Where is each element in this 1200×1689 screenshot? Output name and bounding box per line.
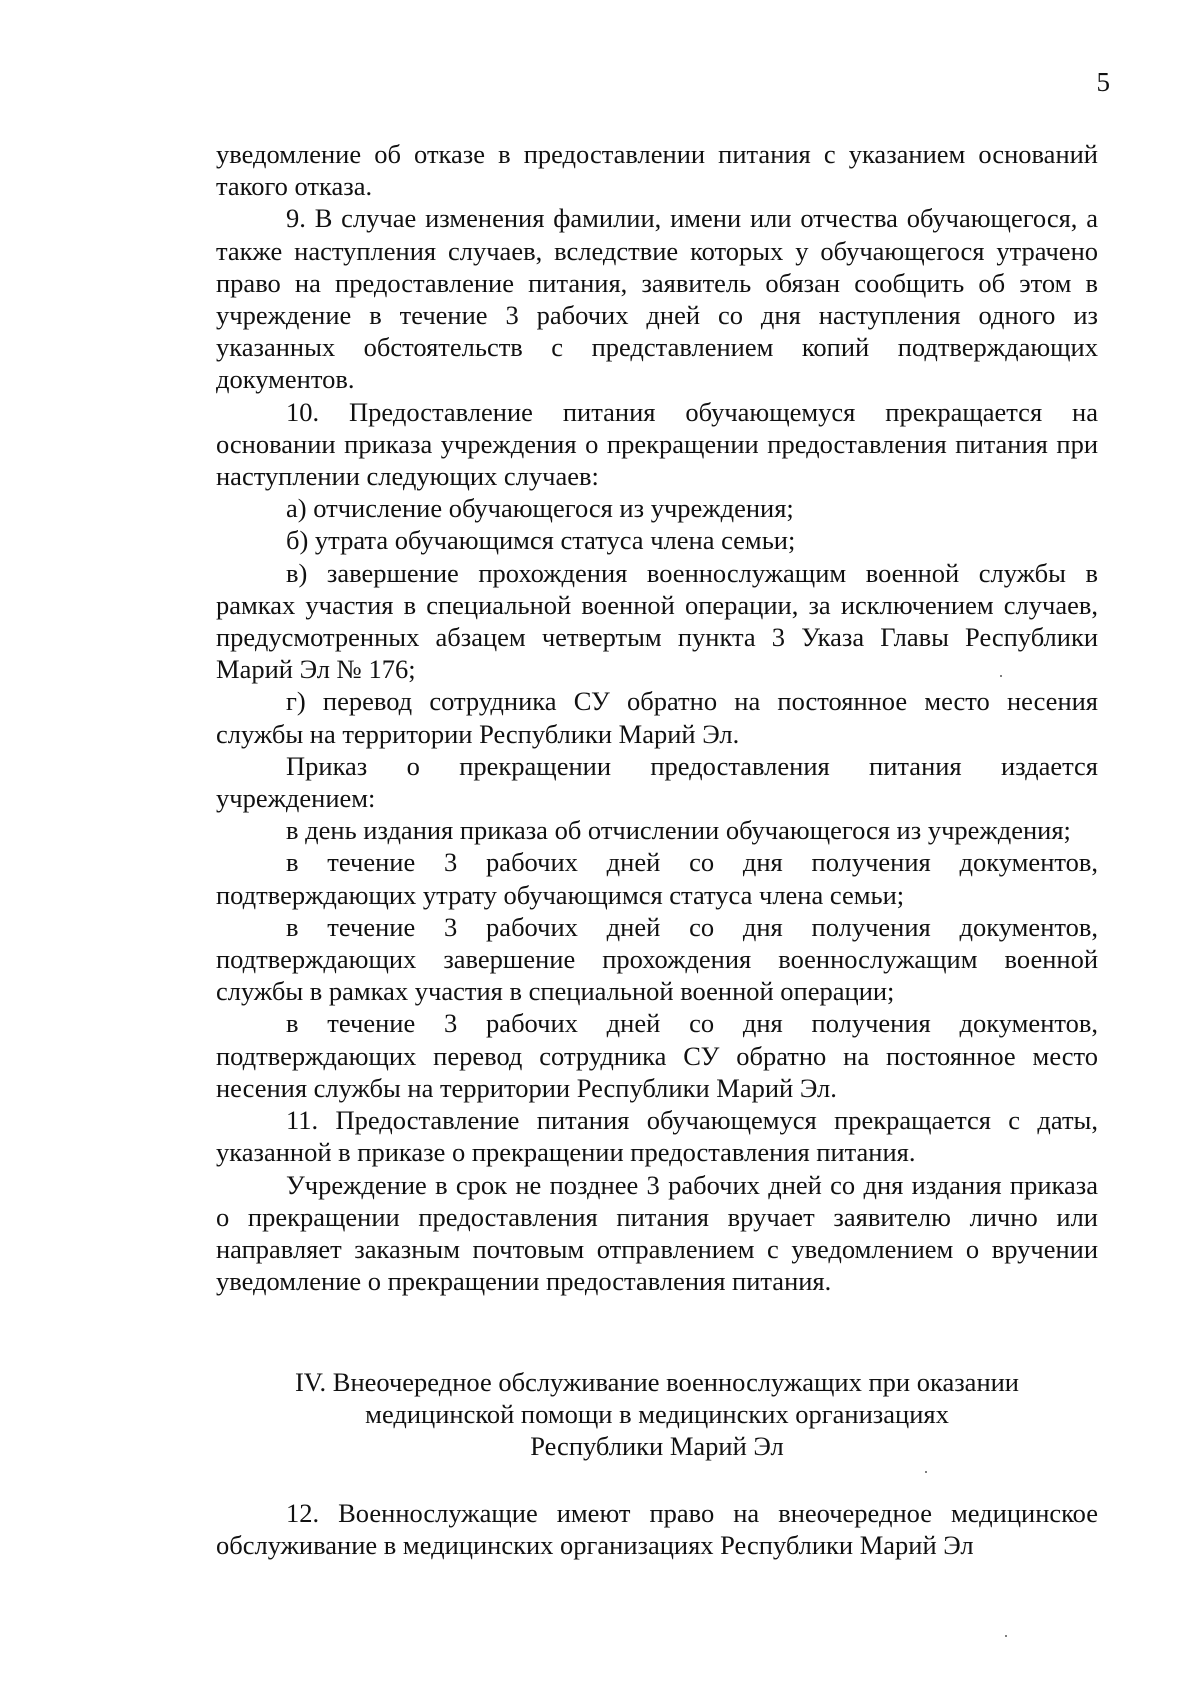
section-heading-line: Республики Марий Эл (530, 1431, 784, 1462)
list-item: б) утрата обучающимся статуса члена семьи; (286, 525, 796, 556)
list-item: в) завершение прохождения военнослужащим военной службы в рамках участия в специальной военной операции, за исключением случаев, предусмотренных абзацем четвертым пункта 3 Указа Главы Республики Марий Эл № 176; (216, 557, 1098, 685)
scan-speck (1000, 675, 1002, 677)
body-text (216, 138, 1098, 1297)
paragraph: в течение 3 рабочих дней со дня получения документов, подтверждающих утрату обучающимся статуса члена семьи; (216, 847, 1098, 910)
body-text-continued (216, 1497, 1098, 1561)
list-item: г) перевод сотрудника СУ обратно на постоянное место несения службы на территории Республики Марий Эл. (216, 686, 1098, 749)
paragraph: в течение 3 рабочих дней со дня получения документов, подтверждающих перевод сотрудника СУ обратно на постоянное место несения службы на территории Республики Марий Эл. (216, 1008, 1098, 1103)
paragraph: 11. Предоставление питания обучающемуся прекращается с даты, указанной в приказе о прекращении предоставления питания. (216, 1105, 1098, 1168)
list-item: а) отчисление обучающегося из учреждения; (286, 493, 794, 524)
paragraph: в день издания приказа об отчислении обучающегося из учреждения; (286, 815, 1071, 846)
scan-speck (1005, 1635, 1007, 1637)
scan-speck (925, 1471, 927, 1473)
page-number: 5 (1096, 67, 1110, 97)
paragraph: уведомление об отказе в предоставлении питания с указанием оснований такого отказа. (216, 139, 1098, 202)
paragraph: в течение 3 рабочих дней со дня получения документов, подтверждающих завершение прохождения военнослужащим военной службы в рамках участия в специальной военной операции; (216, 911, 1098, 1007)
paragraph: Приказ о прекращении предоставления питания издается учреждением: (216, 750, 1098, 814)
paragraph: 10. Предоставление питания обучающемуся прекращается на основании приказа учреждения о прекращении предоставления питания при наступлении следующих случаев: (216, 396, 1098, 492)
paragraph: 9. В случае изменения фамилии, имени или отчества обучающегося, а также наступления случаев, вследствие которых у обучающегося утрачено право на предоставление питания, заявитель обязан сообщить об этом в учреждение в течение 3 рабочих дней со дня наступления одного из указанных обстоятельств с представлением копий подтверждающих документов. (216, 203, 1098, 395)
paragraph: 12. Военнослужащие имеют право на внеочередное медицинское обслуживание в медицинских организациях Республики Марий Эл (216, 1498, 1098, 1561)
section-heading-line: IV. Внеочередное обслуживание военнослужащих при оказании (294, 1367, 1019, 1397)
section-heading (216, 1366, 1098, 1463)
section-heading-line: медицинской помощи в медицинских организациях (365, 1399, 949, 1430)
paragraph: Учреждение в срок не позднее 3 рабочих дней со дня издания приказа о прекращении предоставления питания вручает заявителю лично или направляет заказным почтовым отправлением с уведомлением о вручении уведомление о прекращении предоставления питания. (216, 1169, 1098, 1297)
